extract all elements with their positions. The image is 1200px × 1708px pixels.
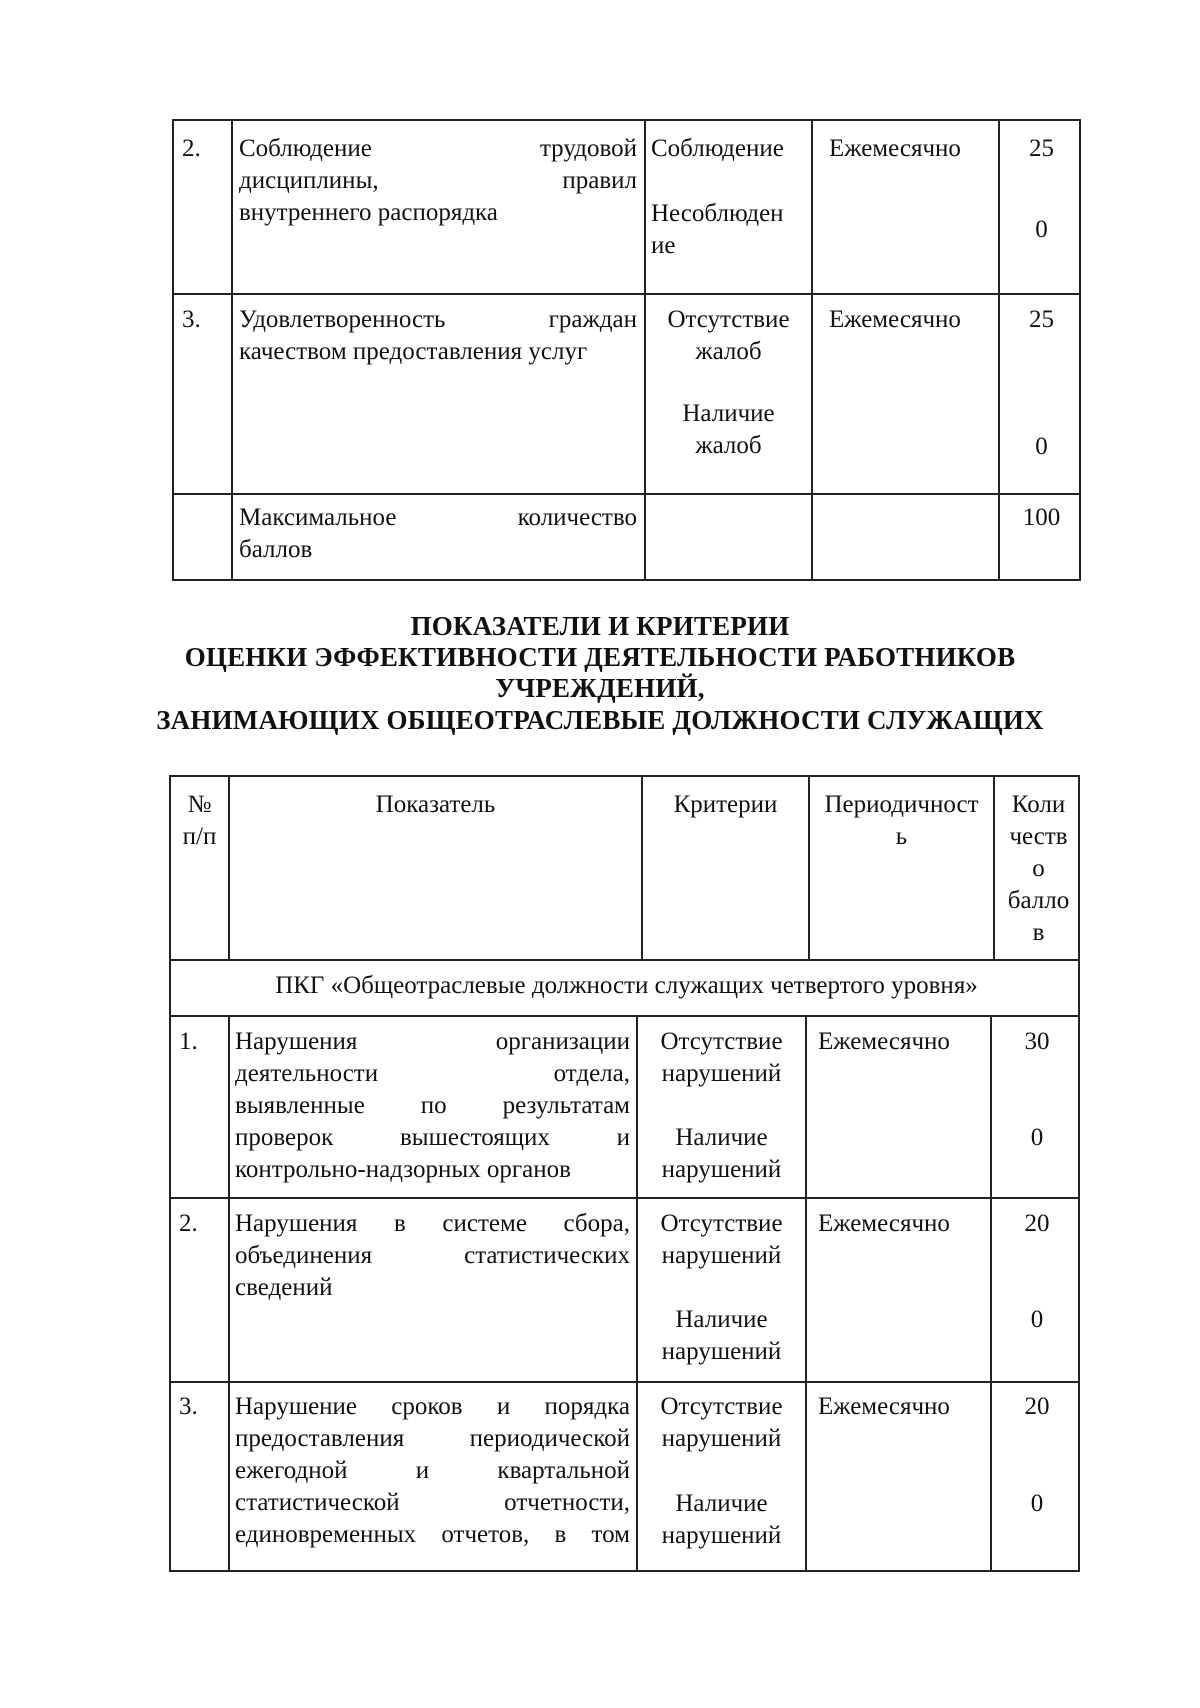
indicator-word: системе (442, 1210, 527, 1237)
indicator-word: объединения (235, 1242, 373, 1269)
indicator-line: качеством предоставления услуг (239, 338, 588, 365)
criteria-positive: Отсутствие нарушений (660, 1393, 783, 1452)
indicator-word: статистических (464, 1242, 630, 1269)
criteria-line: жалоб (695, 338, 762, 365)
score-min: 0 (1035, 216, 1048, 243)
indicator-line: сведений (235, 1274, 333, 1301)
criteria-negative: Наличие нарушений (661, 1124, 782, 1183)
indicator-word: граждан (548, 306, 637, 333)
indicator-line: контрольно-надзорных органов (235, 1156, 571, 1183)
indicator-cell (239, 304, 637, 368)
criteria-negative: Наличие нарушений (661, 1306, 782, 1365)
periodicity: Ежемесячно (818, 1028, 950, 1055)
criteria-negative (651, 198, 784, 262)
indicator-cell (235, 1208, 630, 1304)
indicator-word: и (616, 1124, 630, 1151)
score-max: 25 (1029, 306, 1054, 333)
indicator-word: по (420, 1092, 447, 1119)
row-number: 3. (182, 306, 201, 333)
total-label-cell (239, 502, 637, 566)
criteria-positive: Отсутствие нарушений (660, 1028, 783, 1087)
section-title-line-3: УЧРЕЖДЕНИЙ, (495, 673, 705, 703)
score-max: 20 (1024, 1393, 1050, 1420)
indicator-word: Нарушения (235, 1210, 358, 1237)
indicator-word: результатам (502, 1092, 630, 1119)
indicator-word: сбора, (563, 1210, 630, 1237)
header-num: № п/п (182, 791, 217, 850)
header-criteria: Критерии (673, 791, 778, 818)
periodicity: Ежемесячно (818, 1393, 950, 1420)
criteria-table (169, 775, 1080, 1572)
periodicity: Ежемесячно (829, 306, 961, 333)
indicator-word: дисциплины, (239, 167, 379, 194)
indicator-word: и (415, 1457, 430, 1484)
score-max: 25 (1029, 135, 1054, 162)
indicator-cell (235, 1026, 630, 1186)
total-score: 100 (1022, 504, 1061, 531)
score-max: 20 (1024, 1210, 1050, 1237)
total-label-line: баллов (239, 536, 313, 563)
periodicity: Ежемесячно (818, 1210, 950, 1237)
periodicity: Ежемесячно (829, 135, 961, 162)
indicator-word: в (554, 1521, 567, 1548)
indicator-word: трудовой (539, 135, 637, 162)
indicator-word: деятельности (235, 1060, 379, 1087)
row-number: 2. (182, 135, 201, 162)
criteria-negative (646, 398, 811, 462)
indicator-word: сроков (391, 1393, 463, 1420)
indicator-word: Удовлетворенность (239, 306, 446, 333)
indicator-word: предоставления (235, 1425, 405, 1452)
score-min: 0 (1030, 1124, 1044, 1151)
header-score: Коли честв о балло в (1007, 791, 1070, 946)
indicator-word: отдела, (553, 1060, 630, 1087)
indicator-cell (235, 1391, 630, 1551)
score-min: 0 (1030, 1490, 1044, 1517)
indicator-word: периодической (469, 1425, 630, 1452)
group-label: ПКГ «Общеотраслевые должности служащих четвертого уровня» (275, 972, 978, 999)
row-number: 2. (179, 1210, 198, 1237)
indicator-word: в (394, 1210, 406, 1237)
section-title-line-1: ПОКАЗАТЕЛИ И КРИТЕРИИ (410, 611, 790, 641)
criteria-positive: Соблюдение (651, 135, 784, 162)
score-max: 30 (1024, 1028, 1050, 1055)
row-number: 3. (179, 1393, 198, 1420)
indicator-word: отчетов, (441, 1521, 530, 1548)
indicator-cell (239, 133, 637, 229)
indicator-word: квартальной (497, 1457, 630, 1484)
indicator-word: Нарушения (235, 1028, 358, 1055)
indicator-word: организации (495, 1028, 630, 1055)
indicator-word: правил (562, 167, 637, 194)
score-min: 0 (1035, 433, 1048, 460)
criteria-negative: Наличие нарушений (661, 1490, 782, 1549)
indicator-word: порядка (544, 1393, 630, 1420)
indicator-word: количество (517, 504, 637, 531)
indicator-word: том (591, 1521, 630, 1548)
section-title-line-2: ОЦЕНКИ ЭФФЕКТИВНОСТИ ДЕЯТЕЛЬНОСТИ РАБОТНИКОВ (184, 642, 1016, 672)
indicator-word: выявленные (235, 1092, 365, 1119)
indicator-word: статистической (235, 1489, 400, 1516)
indicator-word: отчетности, (504, 1489, 630, 1516)
score-min: 0 (1030, 1306, 1044, 1333)
criteria-positive (646, 304, 811, 368)
row-number: 1. (179, 1028, 198, 1055)
criteria-line: Несоблюден (651, 200, 784, 227)
indicator-line: внутреннего распорядка (239, 199, 498, 226)
criteria-line: жалоб (695, 432, 762, 459)
table-continuation (172, 119, 1081, 581)
indicator-word: Максимальное (239, 504, 397, 531)
header-indicator: Показатель (375, 791, 496, 818)
indicator-word: и (496, 1393, 511, 1420)
header-periodicity: Периодичност ь (824, 791, 979, 850)
section-title-line-4: ЗАНИМАЮЩИХ ОБЩЕОТРАСЛЕВЫЕ ДОЛЖНОСТИ СЛУЖАЩИХ (156, 705, 1044, 735)
indicator-word: ежегодной (235, 1457, 348, 1484)
indicator-word: Соблюдение (239, 135, 372, 162)
indicator-word: вышестоящих (399, 1124, 550, 1151)
indicator-word: единовременных (235, 1521, 417, 1548)
indicator-word: проверок (235, 1124, 334, 1151)
criteria-line: ие (651, 232, 676, 259)
criteria-positive: Отсутствие нарушений (660, 1210, 783, 1269)
criteria-line: Отсутствие (667, 306, 790, 333)
criteria-line: Наличие (682, 400, 775, 427)
indicator-word: Нарушение (235, 1393, 358, 1420)
